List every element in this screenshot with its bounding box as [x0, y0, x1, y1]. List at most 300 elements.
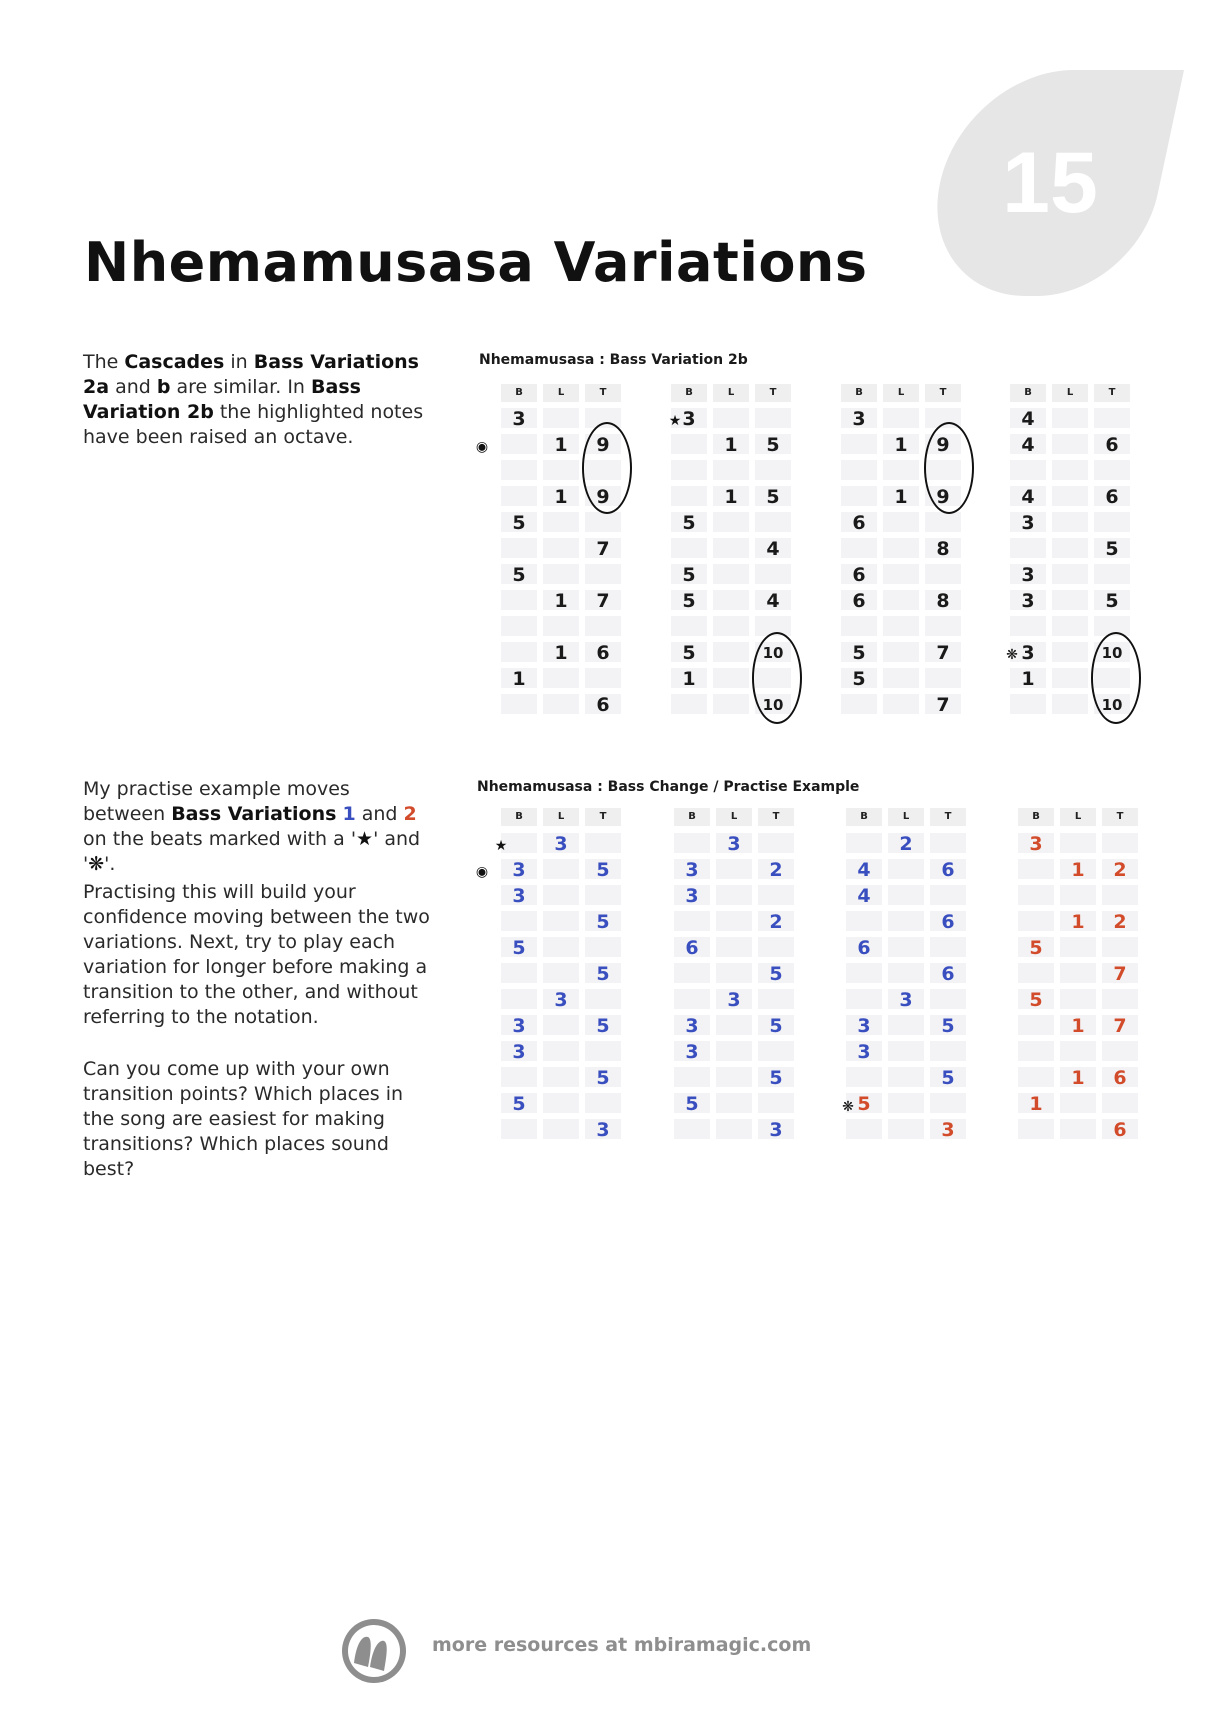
notation-cell	[501, 538, 537, 558]
notation-cell	[883, 616, 919, 636]
notation-cell	[1018, 1119, 1054, 1139]
notation-cell	[1102, 833, 1138, 853]
note-number: 1	[512, 668, 526, 690]
notation-cell	[1018, 963, 1054, 983]
notation-cell	[713, 694, 749, 714]
note-number: 1	[1071, 1067, 1085, 1089]
note-number: 5	[769, 1067, 783, 1089]
notation-cell	[755, 434, 791, 454]
note-number: 1	[1029, 1093, 1043, 1115]
note-number: 9	[936, 434, 950, 456]
notation-cell	[1094, 512, 1130, 532]
note-number: 3	[941, 1119, 955, 1141]
notation-cell	[846, 1015, 882, 1035]
column-header-l: L	[1052, 384, 1088, 402]
notation-cell	[716, 833, 752, 853]
notation-cell	[543, 590, 579, 610]
notation-cell	[841, 408, 877, 428]
notation-cell	[1010, 434, 1046, 454]
note-number: 3	[1021, 590, 1035, 612]
note-number: 4	[857, 885, 871, 907]
note-number: 4	[766, 590, 780, 612]
note-number: 5	[852, 668, 866, 690]
note-number: 7	[596, 590, 610, 612]
notation-cell	[930, 1067, 966, 1087]
notation-cell	[758, 1093, 794, 1113]
note-number: 5	[941, 1067, 955, 1089]
note-number: 5	[596, 859, 610, 881]
notation-cell	[888, 833, 924, 853]
notation-cell	[1052, 434, 1088, 454]
note-number: 3	[1021, 642, 1035, 664]
notation-cell	[716, 1041, 752, 1061]
notation-cell	[883, 408, 919, 428]
note-number: 3	[512, 859, 526, 881]
notation-cell	[925, 694, 961, 714]
notation-cell	[501, 885, 537, 905]
notation-cell	[543, 460, 579, 480]
notation-cell	[585, 486, 621, 506]
note-number: 6	[1113, 1067, 1127, 1089]
column-header-b: B	[501, 808, 537, 826]
notation-cell	[888, 937, 924, 957]
notation-cell	[543, 1041, 579, 1061]
notation-cell	[1010, 408, 1046, 428]
notation-cell	[883, 538, 919, 558]
notation-cell	[1018, 1067, 1054, 1087]
note-number: 6	[857, 937, 871, 959]
notation-cell	[671, 486, 707, 506]
notation-cell	[1018, 911, 1054, 931]
notation-cell	[883, 590, 919, 610]
asterisk-icon: ❋	[1006, 647, 1018, 663]
note-number: 3	[727, 989, 741, 1011]
notation-cell	[585, 460, 621, 480]
note-number: 3	[685, 859, 699, 881]
notation-cell	[1052, 694, 1088, 714]
notation-cell	[755, 616, 791, 636]
note-number: 2	[899, 833, 913, 855]
notation-cell	[930, 885, 966, 905]
column-header-l: L	[713, 384, 749, 402]
notation-cell	[1052, 564, 1088, 584]
notation-cell	[755, 538, 791, 558]
note-number: 3	[512, 408, 526, 430]
notation-cell	[930, 859, 966, 879]
notation-cell	[930, 1093, 966, 1113]
note-number: 3	[596, 1119, 610, 1141]
note-number: 5	[596, 911, 610, 933]
notation-cell	[671, 538, 707, 558]
notation-cell	[758, 937, 794, 957]
notation-cell	[501, 642, 537, 662]
note-number: 5	[512, 937, 526, 959]
notation-cell	[501, 1093, 537, 1113]
notation-cell	[671, 460, 707, 480]
asterisk-icon: ❋	[88, 853, 105, 875]
note-number: 3	[685, 1015, 699, 1037]
notation-cell	[543, 434, 579, 454]
notation-cell	[846, 989, 882, 1009]
notation-cell	[543, 616, 579, 636]
notation-cell	[925, 590, 961, 610]
column-header-l: L	[888, 808, 924, 826]
note-number: 5	[1105, 590, 1119, 612]
notation-cell	[674, 989, 710, 1009]
notation-cell	[543, 1067, 579, 1087]
note-number: 2	[1113, 859, 1127, 881]
notation-cell	[1102, 1067, 1138, 1087]
notation-cell	[758, 963, 794, 983]
note-number: 6	[852, 512, 866, 534]
notation-cell	[841, 642, 877, 662]
notation-cell	[1052, 616, 1088, 636]
notation-cell	[1094, 694, 1130, 714]
notation-cell	[883, 460, 919, 480]
notation-cell	[758, 1015, 794, 1035]
notation-cell	[1060, 963, 1096, 983]
notation-cell	[1102, 911, 1138, 931]
notation-cell	[713, 408, 749, 428]
notation-cell	[755, 486, 791, 506]
notation-cell	[758, 833, 794, 853]
notation-cell	[1010, 538, 1046, 558]
note-number: 3	[857, 1041, 871, 1063]
note-number: 1	[554, 642, 568, 664]
notation-cell	[671, 668, 707, 688]
note-number: 5	[682, 590, 696, 612]
notation-cell	[713, 486, 749, 506]
column-header-t: T	[925, 384, 961, 402]
notation-cell	[888, 859, 924, 879]
notation-cell	[846, 963, 882, 983]
notation-cell	[1010, 486, 1046, 506]
note-number: 3	[682, 408, 696, 430]
notation-cell	[716, 1015, 752, 1035]
notation-cell	[716, 937, 752, 957]
notation-cell	[674, 885, 710, 905]
notation-cell	[758, 911, 794, 931]
notation-cell	[671, 616, 707, 636]
note-number: 6	[941, 963, 955, 985]
note-number: 5	[1029, 989, 1043, 1011]
notation-cell	[1094, 460, 1130, 480]
notation-cell	[888, 1041, 924, 1061]
notation-cell	[585, 668, 621, 688]
notation-cell	[501, 694, 537, 714]
notation-cell	[501, 1015, 537, 1035]
notation-cell	[841, 460, 877, 480]
note-number: 3	[899, 989, 913, 1011]
note-number: 1	[1071, 1015, 1085, 1037]
notation-cell	[585, 937, 621, 957]
notation-cell	[1018, 885, 1054, 905]
start-circle-icon: ◉	[475, 439, 489, 455]
notation-cell	[883, 564, 919, 584]
column-header-t: T	[1102, 808, 1138, 826]
note-number: 5	[1105, 538, 1119, 560]
notation-cell	[501, 564, 537, 584]
notation-cell	[543, 859, 579, 879]
note-number: 5	[769, 963, 783, 985]
notation-cell	[755, 590, 791, 610]
note-number: 5	[682, 564, 696, 586]
notation-cell	[585, 1015, 621, 1035]
notation-cell	[585, 538, 621, 558]
note-number: 9	[936, 486, 950, 508]
notation-cell	[846, 1067, 882, 1087]
notation-cell	[1010, 512, 1046, 532]
note-number: 7	[936, 642, 950, 664]
notation-cell	[543, 885, 579, 905]
notation-cell	[925, 616, 961, 636]
notation-cell	[1052, 642, 1088, 662]
notation-cell	[716, 989, 752, 1009]
intro-paragraph: The Cascades in Bass Variations 2a and b are similar. In Bass Variation 2b the highlighted notes have been raised an octave.	[83, 351, 424, 448]
notation-cell	[501, 616, 537, 636]
notation-cell	[671, 512, 707, 532]
notation-cell	[543, 833, 579, 853]
notation-cell	[501, 989, 537, 1009]
note-number: 6	[941, 859, 955, 881]
notation-cell	[543, 1093, 579, 1113]
notation-cell	[543, 538, 579, 558]
notation-cell	[1060, 989, 1096, 1009]
note-number: 5	[766, 486, 780, 508]
notation-cell	[713, 434, 749, 454]
notation-cell	[585, 642, 621, 662]
note-number: 4	[766, 538, 780, 560]
note-number: 5	[769, 1015, 783, 1037]
note-number: 3	[685, 885, 699, 907]
notation-cell	[713, 538, 749, 558]
notation-cell	[543, 963, 579, 983]
notation-cell	[501, 486, 537, 506]
note-number: 6	[1105, 434, 1119, 456]
notation-cell	[841, 668, 877, 688]
note-number: 6	[596, 694, 610, 716]
note-number: 3	[1021, 512, 1035, 534]
notation-cell	[1060, 1067, 1096, 1087]
notation-cell	[758, 1067, 794, 1087]
notation-cell	[543, 642, 579, 662]
notation-cell	[841, 538, 877, 558]
notation-cell	[1102, 1119, 1138, 1139]
note-number: 3	[1021, 564, 1035, 586]
notation-cell	[674, 937, 710, 957]
notation-cell	[846, 859, 882, 879]
notation-cell	[585, 408, 621, 428]
notation-cell	[713, 642, 749, 662]
note-number: 1	[724, 486, 738, 508]
notation-cell	[1060, 1093, 1096, 1113]
column-header-l: L	[543, 808, 579, 826]
note-number: 10	[762, 696, 784, 714]
notation-cell	[1102, 1015, 1138, 1035]
notation-cell	[543, 564, 579, 584]
notation-cell	[1052, 668, 1088, 688]
notation-cell	[543, 486, 579, 506]
notation-cell	[888, 885, 924, 905]
notation-cell	[930, 1015, 966, 1035]
column-header-b: B	[501, 384, 537, 402]
notation-cell	[1010, 616, 1046, 636]
notation-cell	[585, 859, 621, 879]
column-header-b: B	[1010, 384, 1046, 402]
notation-cell	[674, 1093, 710, 1113]
column-header-l: L	[543, 384, 579, 402]
page-number: 15	[1002, 135, 1098, 231]
notation-cell	[925, 512, 961, 532]
notation-cell	[585, 1093, 621, 1113]
notation-cell	[758, 885, 794, 905]
note-number: 2	[1113, 911, 1127, 933]
notation-cell	[1052, 512, 1088, 532]
notation-cell	[716, 1119, 752, 1139]
notation-cell	[1102, 1093, 1138, 1113]
notation-cell	[671, 642, 707, 662]
note-number: 6	[596, 642, 610, 664]
note-number: 1	[1021, 668, 1035, 690]
notation-cell	[674, 1067, 710, 1087]
notation-cell	[501, 460, 537, 480]
notation-cell	[501, 1041, 537, 1061]
notation-cell	[1094, 408, 1130, 428]
notation-cell	[585, 590, 621, 610]
note-number: 5	[857, 1093, 871, 1115]
note-number: 3	[512, 1015, 526, 1037]
note-number: 4	[857, 859, 871, 881]
column-header-l: L	[716, 808, 752, 826]
notation-cell	[841, 694, 877, 714]
notation-cell	[713, 668, 749, 688]
notation-cell	[1010, 668, 1046, 688]
notation-cell	[846, 885, 882, 905]
notation-cell	[841, 486, 877, 506]
notation-cell	[671, 590, 707, 610]
notation-cell	[1018, 989, 1054, 1009]
notation-cell	[883, 668, 919, 688]
note-number: 1	[554, 486, 568, 508]
notation-cell	[501, 512, 537, 532]
start-circle-icon: ◉	[475, 864, 489, 880]
notation-cell	[888, 1015, 924, 1035]
note-number: 5	[596, 963, 610, 985]
notation-cell	[501, 911, 537, 931]
notation-cell	[1102, 937, 1138, 957]
notation-cell	[888, 911, 924, 931]
notation-cell	[925, 668, 961, 688]
note-number: 5	[596, 1067, 610, 1089]
note-number: 6	[685, 937, 699, 959]
notation-cell	[1052, 590, 1088, 610]
notation-cell	[716, 1067, 752, 1087]
notation-cell	[674, 911, 710, 931]
note-number: 7	[596, 538, 610, 560]
notation-cell	[841, 434, 877, 454]
notation-cell	[1094, 434, 1130, 454]
notation-cell	[755, 642, 791, 662]
notation-cell	[501, 408, 537, 428]
notation-cell	[671, 694, 707, 714]
column-header-b: B	[846, 808, 882, 826]
notation-cell	[543, 989, 579, 1009]
notation-cell	[585, 911, 621, 931]
practise-paragraph-3: Can you come up with your own transition points? Which places in the song are easiest for making transitions? Which places sound best?	[83, 1058, 404, 1180]
notation-cell	[1094, 564, 1130, 584]
notation-cell	[758, 1041, 794, 1061]
notation-cell	[1060, 1015, 1096, 1035]
notation-cell	[1010, 590, 1046, 610]
notation-cell	[674, 1041, 710, 1061]
column-header-t: T	[930, 808, 966, 826]
note-number: 5	[682, 512, 696, 534]
notation-cell	[674, 859, 710, 879]
notation-cell	[888, 989, 924, 1009]
notation-cell	[930, 911, 966, 931]
note-number: 2	[769, 859, 783, 881]
note-number: 1	[1071, 911, 1085, 933]
notation-cell	[888, 1093, 924, 1113]
notation-cell	[501, 859, 537, 879]
star-icon: ★	[494, 838, 508, 854]
note-number: 5	[512, 564, 526, 586]
notation-cell	[883, 434, 919, 454]
notation-cell	[1018, 1015, 1054, 1035]
notation-cell	[1060, 859, 1096, 879]
note-number: 5	[766, 434, 780, 456]
notation-cell	[925, 564, 961, 584]
notation-cell	[1052, 486, 1088, 506]
notation-cell	[543, 937, 579, 957]
notation-cell	[1094, 486, 1130, 506]
notation-cell	[755, 694, 791, 714]
notation-cell	[674, 833, 710, 853]
notation-cell	[716, 963, 752, 983]
notation-cell	[1094, 590, 1130, 610]
note-number: 3	[727, 833, 741, 855]
note-number: 5	[596, 1015, 610, 1037]
note-number: 9	[596, 434, 610, 456]
notation-cell	[841, 590, 877, 610]
notation-cell	[883, 512, 919, 532]
note-number: 1	[554, 434, 568, 456]
practise-paragraph-2: Practising this will build your confidence moving between the two variations. Next, try to play each variation for longer before making a transition to the other, and without referring to the notation.	[83, 881, 430, 1028]
column-header-t: T	[758, 808, 794, 826]
notation-cell	[585, 512, 621, 532]
notation-cell	[1060, 885, 1096, 905]
notation-cell	[585, 885, 621, 905]
notation-cell	[1018, 1093, 1054, 1113]
footer-resources-link[interactable]: more resources at mbiramagic.com	[432, 1634, 812, 1656]
star-icon: ★	[668, 413, 682, 429]
note-number: 3	[769, 1119, 783, 1141]
note-number: 5	[682, 642, 696, 664]
note-number: 5	[1029, 937, 1043, 959]
notation-cell	[713, 564, 749, 584]
notation-cell	[585, 1119, 621, 1139]
practise-paragraph-1: My practise example moves between Bass Variations 1 and 2 on the beats marked with a '★' and '❋'.	[83, 778, 421, 875]
notation-cell	[846, 1041, 882, 1061]
notation-cell	[930, 963, 966, 983]
note-number: 1	[894, 486, 908, 508]
note-number: 7	[936, 694, 950, 716]
notation-cell	[758, 859, 794, 879]
notation-cell	[755, 564, 791, 584]
notation-cell	[888, 963, 924, 983]
notation-cell	[713, 616, 749, 636]
notation-cell	[713, 460, 749, 480]
